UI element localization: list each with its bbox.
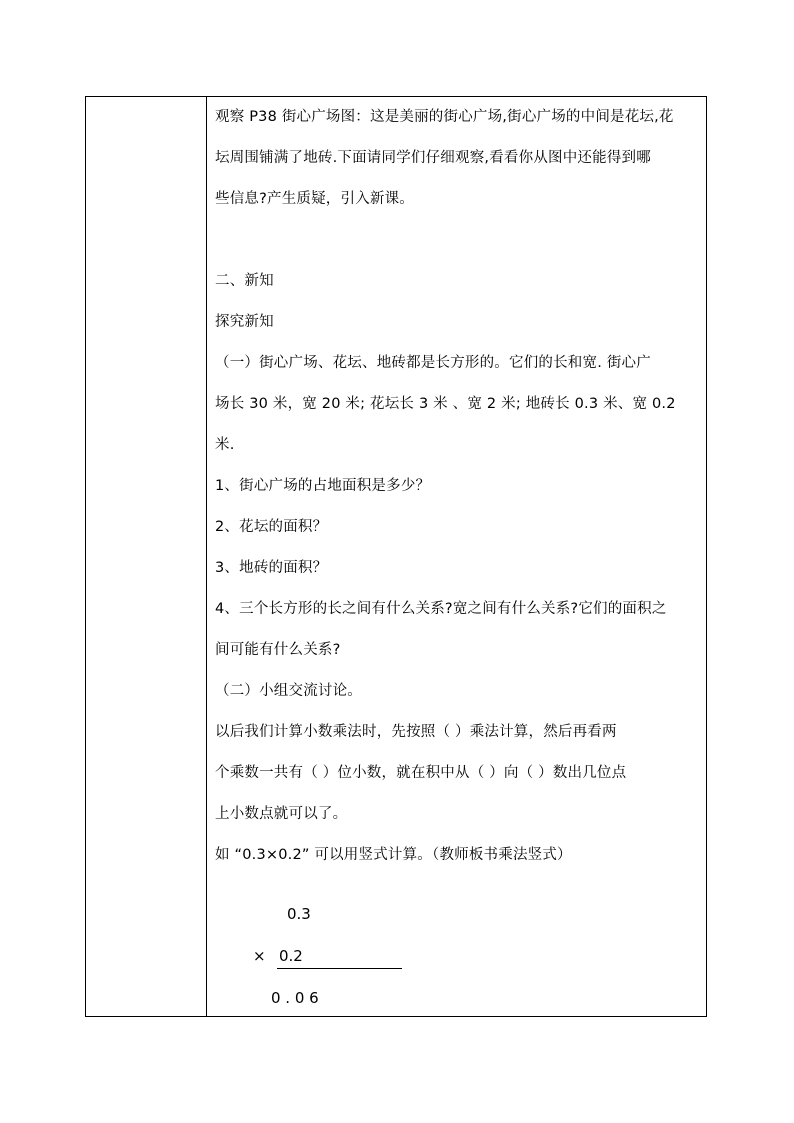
fill-blank-line: 以后我们计算小数乘法时，先按照（ ）乘法计算，然后再看两	[215, 724, 617, 740]
text-line: （一）街心广场、花坛、地砖都是长方形的。它们的长和宽. 街心广	[215, 355, 651, 371]
question-3: 3、地砖的面积？	[215, 560, 328, 576]
fill-blank-line: 个乘数一共有（ ）位小数，就在积中从（ ）向（ ）数出几位点	[215, 765, 627, 781]
lesson-content	[215, 97, 703, 876]
section-heading: 二、新知	[215, 273, 274, 289]
text-line: 米.	[215, 437, 235, 453]
question-4: 4、三个长方形的长之间有什么关系?宽之间有什么关系?它们的面积之	[215, 601, 667, 617]
vertical-multiplication	[215, 894, 515, 1024]
multiplicand: 0.3	[287, 905, 311, 923]
text-line: 场长 30 米，宽 20 米; 花坛长 3 米 、宽 2 米; 地砖长 0.3 米、宽 0.2	[215, 396, 676, 412]
text-line: 探究新知	[215, 314, 274, 330]
operator: ×	[253, 947, 266, 965]
section-heading: （二）小组交流讨论。	[215, 683, 362, 699]
fill-blank-line: 上小数点就可以了。	[215, 806, 348, 822]
text-line: 些信息?产生质疑，引入新课。	[215, 191, 414, 207]
multiplier: 0.2	[279, 947, 303, 965]
product: 0 . 0 6	[271, 989, 319, 1007]
calc-underline	[277, 968, 402, 969]
text-line: 观察 P38 街心广场图：这是美丽的街心广场,街心广场的中间是花坛,花	[215, 109, 674, 125]
text-line: 间可能有什么关系?	[215, 642, 341, 658]
column-divider	[206, 96, 207, 1017]
example-line: 如 “0.3×0.2” 可以用竖式计算。（教师板书乘法竖式）	[215, 847, 572, 863]
question-2: 2、花坛的面积？	[215, 519, 328, 535]
question-1: 1、街心广场的占地面积是多少？	[215, 478, 431, 494]
text-line: 坛周围铺满了地砖.下面请同学们仔细观察,看看你从图中还能得到哪	[215, 150, 651, 166]
